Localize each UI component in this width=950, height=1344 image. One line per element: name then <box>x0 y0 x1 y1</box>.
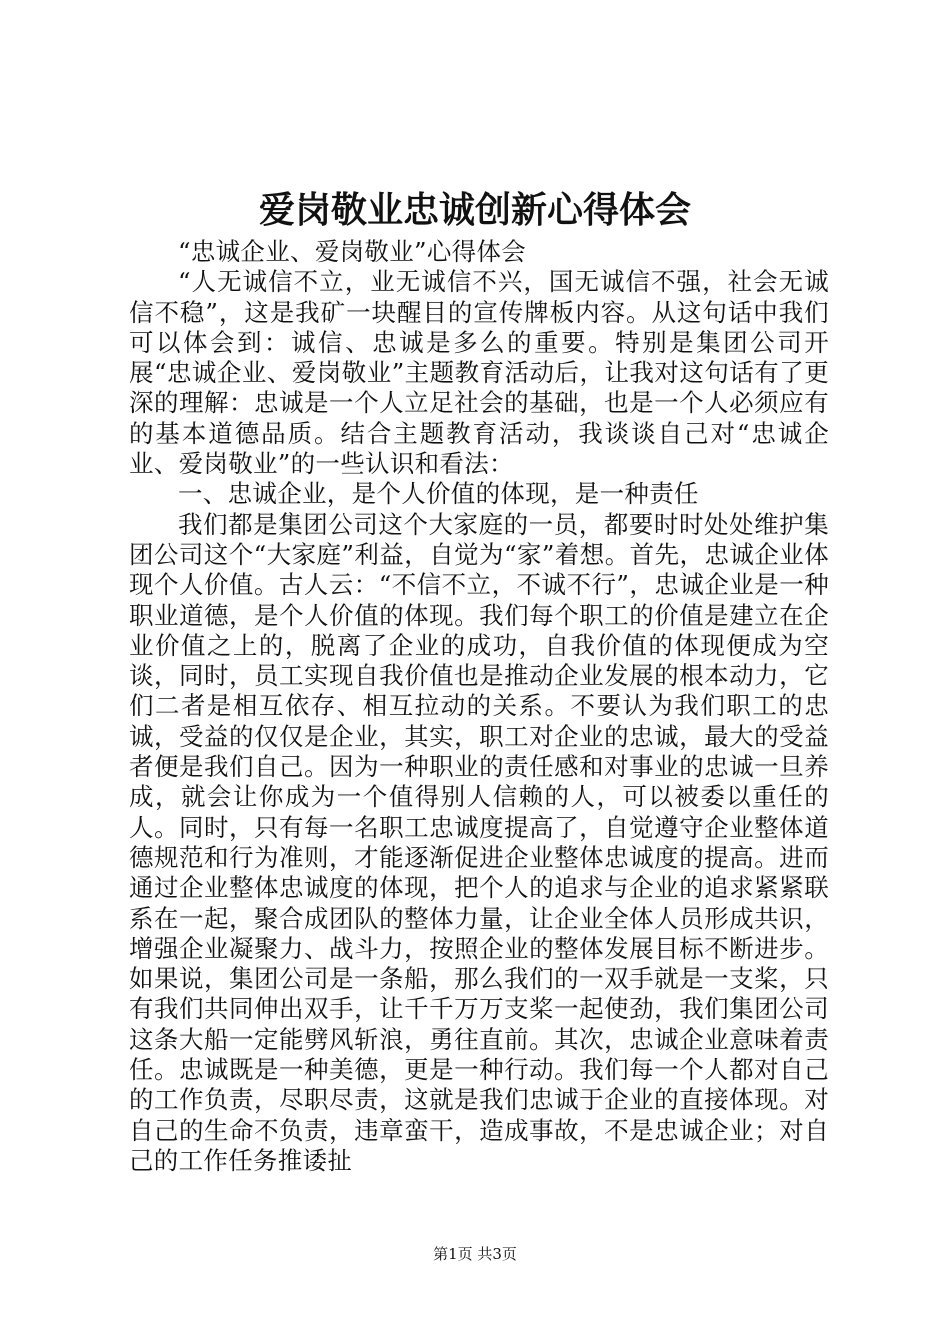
page-number-footer: 第1页 共3页 <box>433 1245 517 1263</box>
document-title: 爱岗敬业忠诚创新心得体会 <box>258 189 691 231</box>
paragraph-section-1: 我们都是集团公司这个大家庭的一员，都要时时处处维护集团公司这个“大家庭”利益，自觉为“家”着想。首先，忠诚企业体现个人价值。古人云：“不信不立，不诚不行”，忠诚企业是一种职业道德，是个人价值的体现。我们每个职工的价值是建立在企业价值之上的，脱离了企业的成功，自我价值的体现便成为空谈，同时，员工实现自我价值也是推动企业发展的根本动力，它们二者是相互依存、相互拉动的关系。不要认为我们职工的忠诚，受益的仅仅是企业，其实，职工对企业的忠诚，最大的受益者便是我们自己。因为一种职业的责任感和对事业的忠诚一旦养成，就会让你成为一个值得别人信赖的人，可以被委以重任的人。同时，只有每一名职工忠诚度提高了，自觉遵守企业整体道德规范和行为准则，才能逐渐促进企业整体忠诚度的提高。进而通过企业整体忠诚度的体现，把个人的追求与企业的追求紧紧联系在一起，聚合成团队的整体力量，让企业全体人员形成共识，增强企业凝聚力、战斗力，按照企业的整体发展目标不断进步。如果说，集团公司是一条船，那么我们的一双手就是一支桨，只有我们共同伸出双手，让千千万万支桨一起使劲，我们集团公司这条大船一定能劈风斩浪，勇往直前。其次，忠诚企业意味着责任。忠诚既是一种美德，更是一种行动。我们每一个人都对自己的工作负责，尽职尽责，这就是我们忠诚于企业的直接体现。对自己的生命不负责，违章蛮干，造成事故，不是忠诚企业；对自己的工作任务推诿扯 <box>129 509 829 1175</box>
document-body <box>129 237 829 1176</box>
paragraph-intro: “人无诚信不立，业无诚信不兴，国无诚信不强，社会无诚信不稳”，这是我矿一块醒目的宣传牌板内容。从这句话中我们可以体会到：诚信、忠诚是多么的重要。特别是集团公司开展“忠诚企业、爱岗敬业”主题教育活动后，让我对这句话有了更深的理解：忠诚是一个人立足社会的基础，也是一个人必须应有的基本道德品质。结合主题教育活动，我谈谈自己对“忠诚企业、爱岗敬业”的一些认识和看法： <box>129 267 829 479</box>
section-heading-1: 一、忠诚企业，是个人价值的体现，是一种责任 <box>178 479 699 509</box>
paragraph-subtitle: “忠诚企业、爱岗敬业”心得体会 <box>178 237 527 266</box>
